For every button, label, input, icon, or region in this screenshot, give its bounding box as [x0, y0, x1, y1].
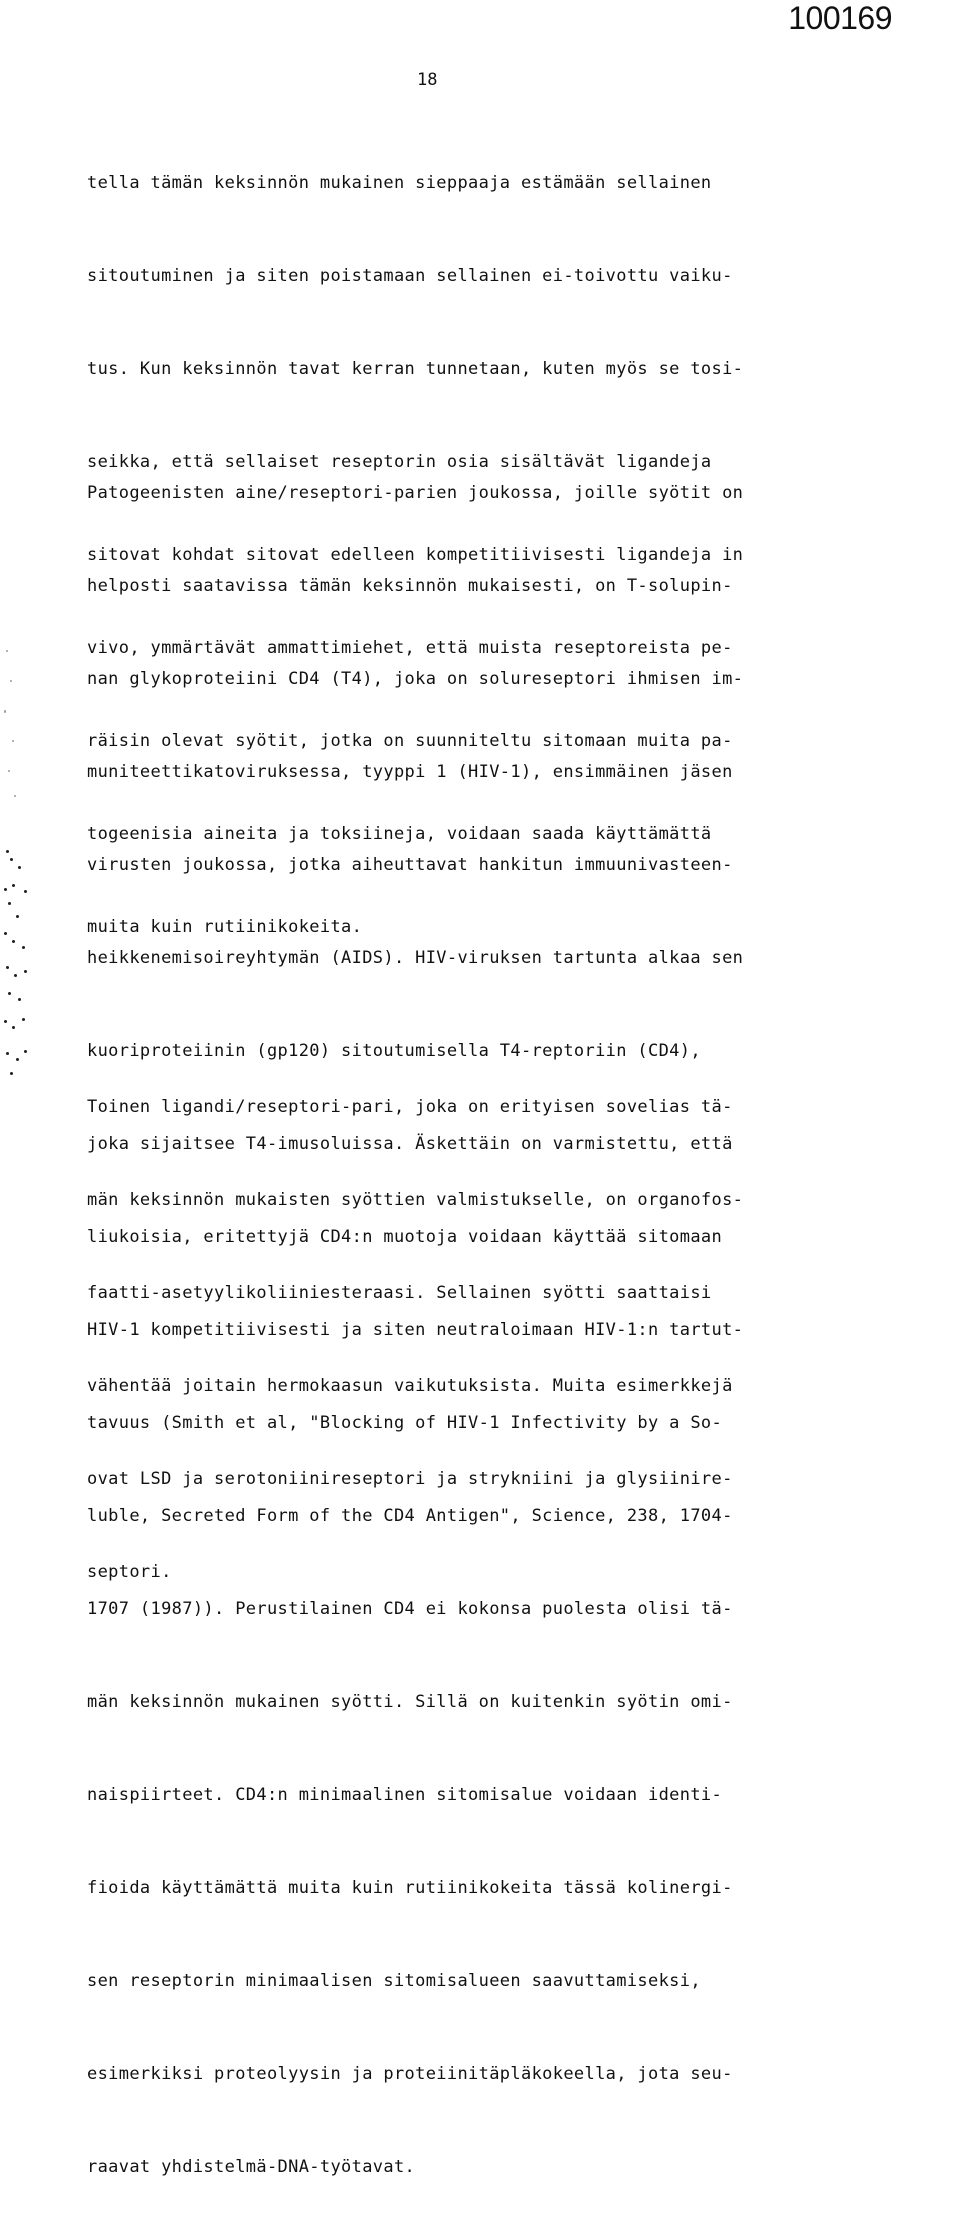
text-line: luble, Secreted Form of the CD4 Antigen", Science, 238, 1704-	[87, 1506, 733, 1526]
text-line: män keksinnön mukainen syötti. Sillä on kuitenkin syötin omi-	[87, 1692, 733, 1712]
text-line: septori.	[87, 1562, 172, 1582]
text-line: heikkenemisoireyhtymän (AIDS). HIV-viruksen tartunta alkaa sen	[87, 948, 744, 968]
text-line: joka sijaitsee T4-imusoluissa. Äskettäin on varmistettu, että	[87, 1134, 733, 1154]
text-line: tella tämän keksinnön mukainen sieppaaja estämään sellainen	[87, 173, 712, 193]
text-line: raavat yhdistelmä-DNA-työtavat.	[87, 2157, 416, 2177]
text-line: kuoriproteiinin (gp120) sitoutumisella T4-reptoriin (CD4),	[87, 1041, 701, 1061]
text-line: vivo, ymmärtävät ammattimiehet, että muista reseptoreista pe-	[87, 638, 733, 658]
text-line: fioida käyttämättä muita kuin rutiinikokeita tässä kolinergi-	[87, 1878, 733, 1898]
page-number: 18	[417, 70, 438, 90]
text-line: virusten joukossa, jotka aiheuttavat hankitun immuunivasteen-	[87, 855, 733, 875]
text-line: seikka, että sellaiset reseptorin osia sisältävät ligandeja	[87, 452, 712, 472]
document-number: 100169	[788, 0, 892, 36]
text-line: liukoisia, eritettyjä CD4:n muotoja voidaan käyttää sitomaan	[87, 1227, 723, 1247]
paragraph-3	[87, 1030, 877, 1619]
text-line: räisin olevat syötit, jotka on suunniteltu sitomaan muita pa-	[87, 731, 733, 751]
text-line: 1707 (1987)). Perustilainen CD4 ei kokonsa puolesta olisi tä-	[87, 1599, 733, 1619]
text-line: muita kuin rutiinikokeita.	[87, 917, 363, 937]
text-line: ovat LSD ja serotoniinireseptori ja strykniini ja glysiinire-	[87, 1469, 733, 1489]
text-line: esimerkiksi proteolyysin ja proteiinitäpläkokeella, jota seu-	[87, 2064, 733, 2084]
text-line: sitoutuminen ja siten poistamaan sellainen ei-toivottu vaiku-	[87, 266, 733, 286]
text-line: sitovat kohdat sitovat edelleen kompetitiivisesti ligandeja in	[87, 545, 744, 565]
text-line: HIV-1 kompetitiivisesti ja siten neutraloimaan HIV-1:n tartut-	[87, 1320, 744, 1340]
text-line: Toinen ligandi/reseptori-pari, joka on erityisen sovelias tä-	[87, 1097, 733, 1117]
text-line: muniteettikatoviruksessa, tyyppi 1 (HIV-1), ensimmäinen jäsen	[87, 762, 733, 782]
text-line: Patogeenisten aine/reseptori-parien joukossa, joille syötit on	[87, 483, 744, 503]
text-line: män keksinnön mukaisten syöttien valmistukselle, on organofos-	[87, 1190, 744, 1210]
text-line: naispiirteet. CD4:n minimaalinen sitomisalue voidaan identi-	[87, 1785, 723, 1805]
text-line: sen reseptorin minimaalisen sitomisalueen saavuttamiseksi,	[87, 1971, 701, 1991]
text-line: togeenisia aineita ja toksiineja, voidaan saada käyttämättä	[87, 824, 712, 844]
text-line: helposti saatavissa tämän keksinnön mukaisesti, on T-solupin-	[87, 576, 733, 596]
text-line: tus. Kun keksinnön tavat kerran tunnetaan, kuten myös se tosi-	[87, 359, 744, 379]
text-line: nan glykoproteiini CD4 (T4), joka on solureseptori ihmisen im-	[87, 669, 744, 689]
text-line: tavuus (Smith et al, "Blocking of HIV-1 Infectivity by a So-	[87, 1413, 723, 1433]
scan-margin-marks	[0, 640, 40, 1090]
text-line: faatti-asetyylikoliiniesteraasi. Sellainen syötti saattaisi	[87, 1283, 712, 1303]
text-line: vähentää joitain hermokaasun vaikutuksista. Muita esimerkkejä	[87, 1376, 733, 1396]
